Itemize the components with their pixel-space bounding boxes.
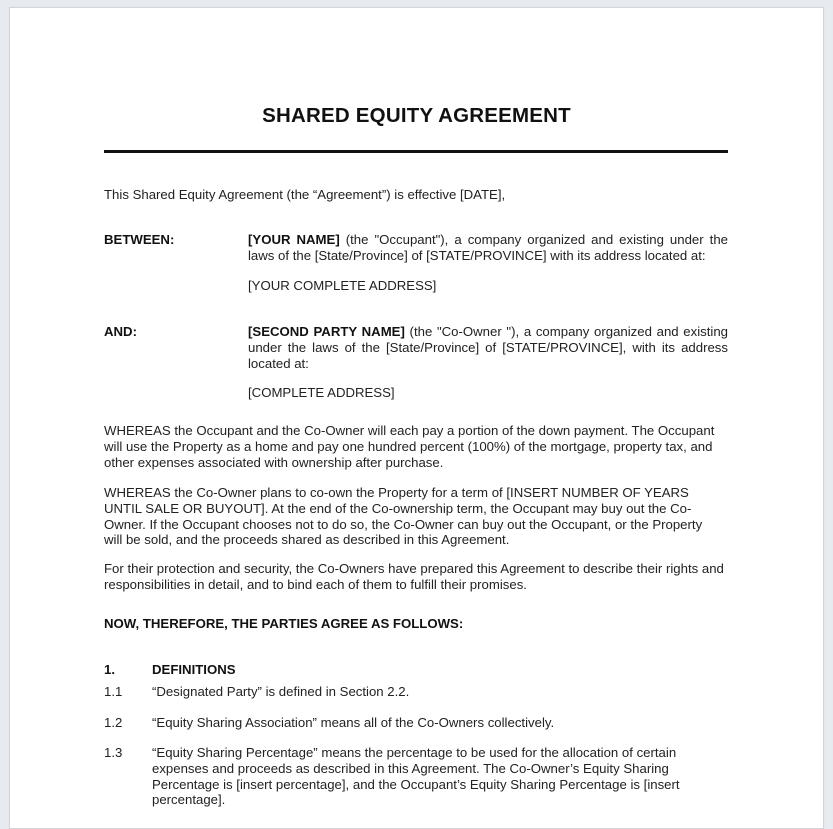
- section-heading: DEFINITIONS: [152, 662, 236, 677]
- clause-number: 1.1: [104, 684, 123, 699]
- clause-number: 1.2: [104, 715, 123, 730]
- party-description: (the "Co-Owner "), a company organized and existing under the laws of the [State/Province] of [STATE/PROVINCE], with its address located at:: [248, 324, 729, 371]
- recital-paragraph: WHEREAS the Occupant and the Co-Owner will each pay a portion of the down payment. The Occupant will use the Property as a home and pay one hundred percent (100%) of the mortgage, property tax, and other expenses associated with ownership after purchase.: [104, 423, 715, 470]
- party-block-occupant: [248, 232, 728, 264]
- recital-paragraph: WHEREAS the Co-Owner plans to co-own the Property for a term of [INSERT NUMBER OF YEARS UNTIL SALE OR BUYOUT]. At the end of the Co-ownership term, the Occupant may buy out the Co-Owner. If the Occupant chooses not to do so, the Co-Owner can buy out the Occupant, or the Property will be sold, and the proceeds shared as described in this Agreement.: [104, 485, 703, 548]
- title-divider: [104, 150, 728, 153]
- section-number: 1.: [104, 662, 115, 677]
- document-page: [9, 7, 824, 829]
- party-address: [COMPLETE ADDRESS]: [248, 385, 395, 400]
- party-name: [YOUR NAME]: [248, 232, 340, 247]
- party-description: (the "Occupant"), a company organized and existing under the laws of the [State/Province] of [STATE/PROVINCE] with its address located at:: [248, 232, 728, 263]
- clause-text: “Designated Party” is defined in Section 2.2.: [152, 684, 410, 699]
- intro-paragraph: This Shared Equity Agreement (the “Agreement”) is effective [DATE],: [104, 187, 506, 202]
- party-address: [YOUR COMPLETE ADDRESS]: [248, 278, 437, 293]
- clause-number: 1.3: [104, 745, 123, 760]
- party-label-between: BETWEEN:: [104, 232, 175, 247]
- party-name: [SECOND PARTY NAME]: [248, 324, 405, 339]
- party-block-co-owner: [248, 324, 728, 371]
- clause-text: “Equity Sharing Percentage” means the percentage to be used for the allocation of certain expenses and proceeds as described in this Agreement. The Co-Owner’s Equity Sharing Percentage is [insert percentage], and the Occupant’s Equity Sharing Percentage is [insert percentage].: [152, 745, 680, 808]
- clause-text: “Equity Sharing Association” means all of the Co-Owners collectively.: [152, 715, 555, 730]
- recital-paragraph: For their protection and security, the Co-Owners have prepared this Agreement to describe their rights and responsibilities in detail, and to bind each of them to fulfill their promises.: [104, 561, 724, 592]
- document-title: SHARED EQUITY AGREEMENT: [262, 104, 571, 127]
- agreement-heading: NOW, THEREFORE, THE PARTIES AGREE AS FOLLOWS:: [104, 616, 464, 631]
- party-label-and: AND:: [104, 324, 137, 339]
